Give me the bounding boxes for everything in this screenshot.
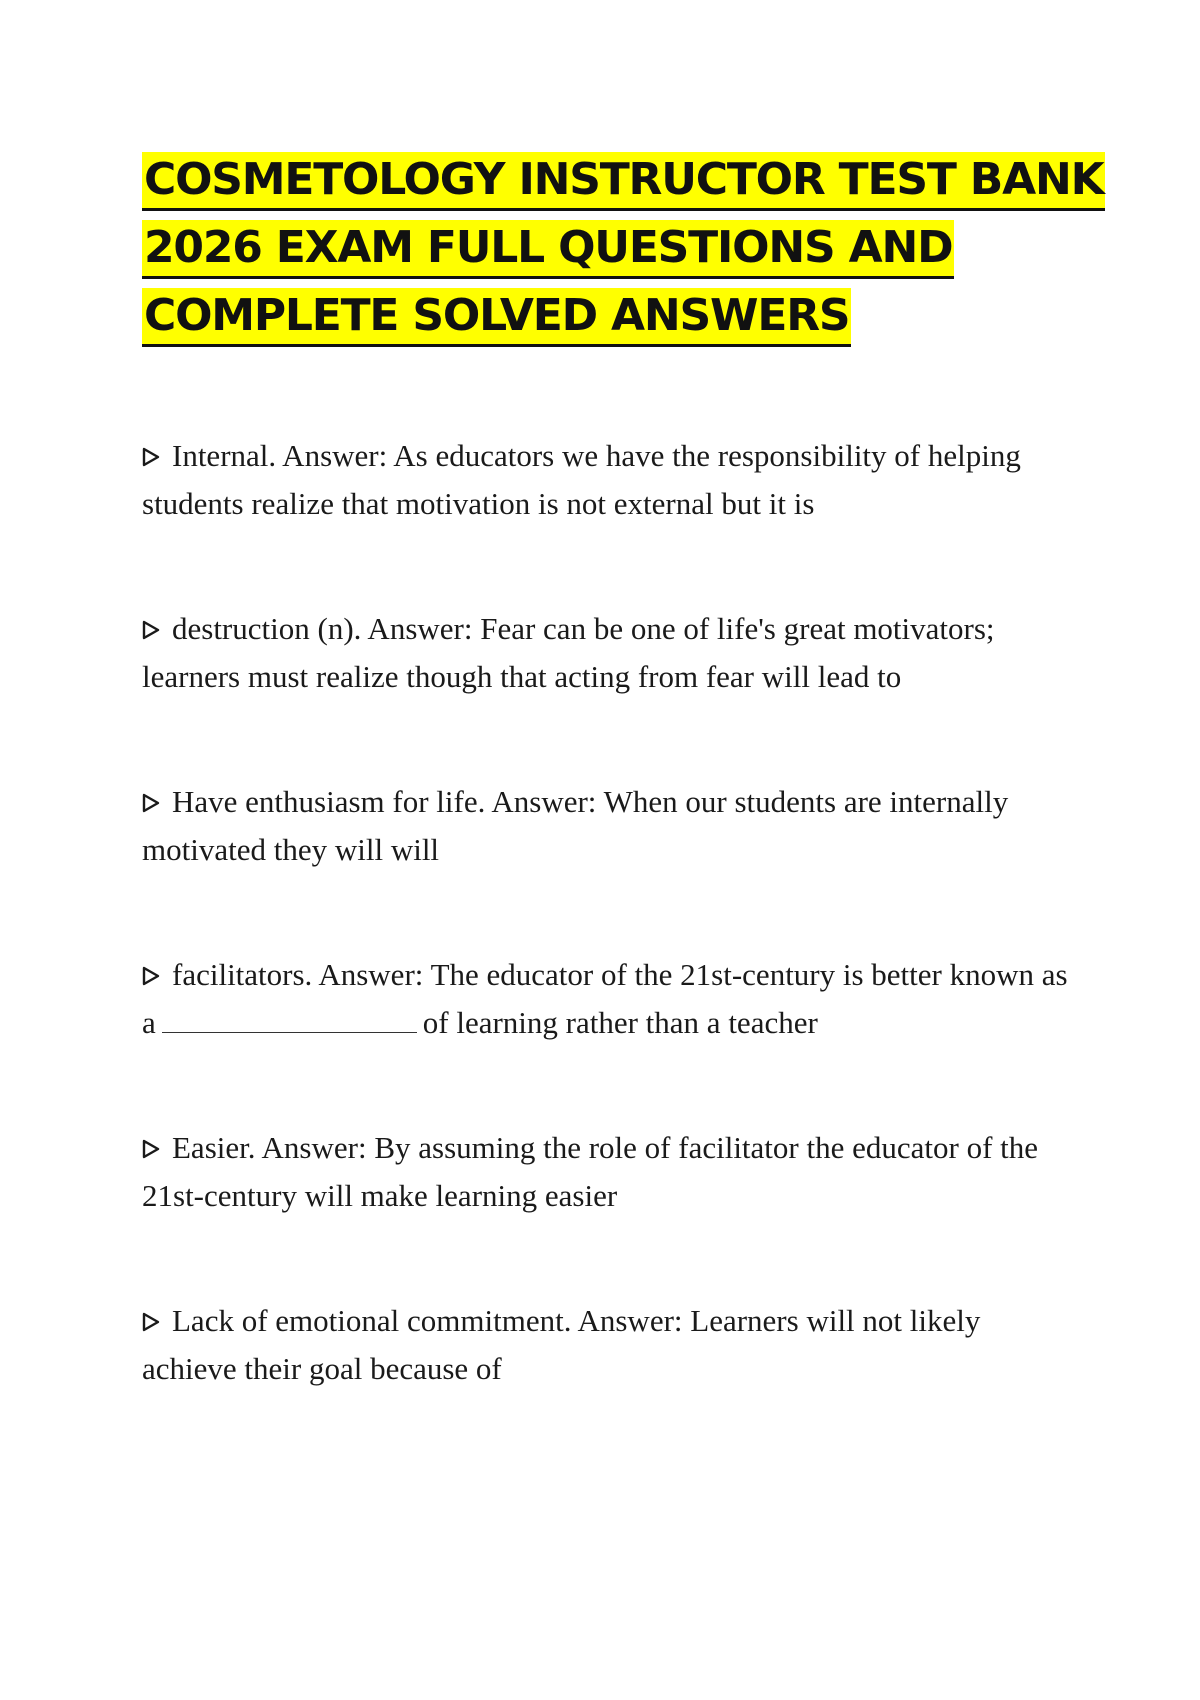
question-item-text: facilitators. Answer: The educator of the 21st-century is better known as a xyxy=(142,957,1068,1040)
fill-in-blank xyxy=(162,1004,417,1033)
question-item-3 xyxy=(142,778,1082,874)
question-item-text: Have enthusiasm for life. Answer: When our students are internally motivated they will will xyxy=(142,784,1009,867)
question-item-text: Easier. Answer: By assuming the role of facilitator the educator of the 21st-century will make learning easier xyxy=(142,1130,1039,1213)
title-line-1 xyxy=(142,152,1104,220)
triangle-arrow-icon xyxy=(142,1139,160,1159)
question-item-text: Internal. Answer: As educators we have the responsibility of helping students realize that motivation is not external but it is xyxy=(142,438,1021,521)
document-title xyxy=(142,152,1104,356)
question-item-text: Lack of emotional commitment. Answer: Learners will not likely achieve their goal because of xyxy=(142,1303,981,1386)
title-line-2-text: 2026 EXAM FULL QUESTIONS AND xyxy=(142,220,954,279)
title-line-3 xyxy=(142,288,1062,356)
question-item-1 xyxy=(142,432,1082,528)
question-item-text-after: of learning rather than a teacher xyxy=(422,1005,818,1040)
title-line-3-text: COMPLETE SOLVED ANSWERS xyxy=(142,288,851,347)
triangle-arrow-icon xyxy=(142,620,160,640)
triangle-arrow-icon xyxy=(142,447,160,467)
question-item-4 xyxy=(142,951,1082,1047)
question-item-6 xyxy=(142,1297,1082,1393)
question-item-text: destruction (n). Answer: Fear can be one of life's great motivators; learners must realize though that acting from fear will lead to xyxy=(142,611,995,694)
title-line-1-text: COSMETOLOGY INSTRUCTOR TEST BANK xyxy=(142,152,1105,211)
question-list xyxy=(142,432,1082,1470)
question-item-5 xyxy=(142,1124,1082,1220)
triangle-arrow-icon xyxy=(142,793,160,813)
triangle-arrow-icon xyxy=(142,1312,160,1332)
question-item-2 xyxy=(142,605,1082,701)
title-line-2 xyxy=(142,220,1062,288)
triangle-arrow-icon xyxy=(142,966,160,986)
